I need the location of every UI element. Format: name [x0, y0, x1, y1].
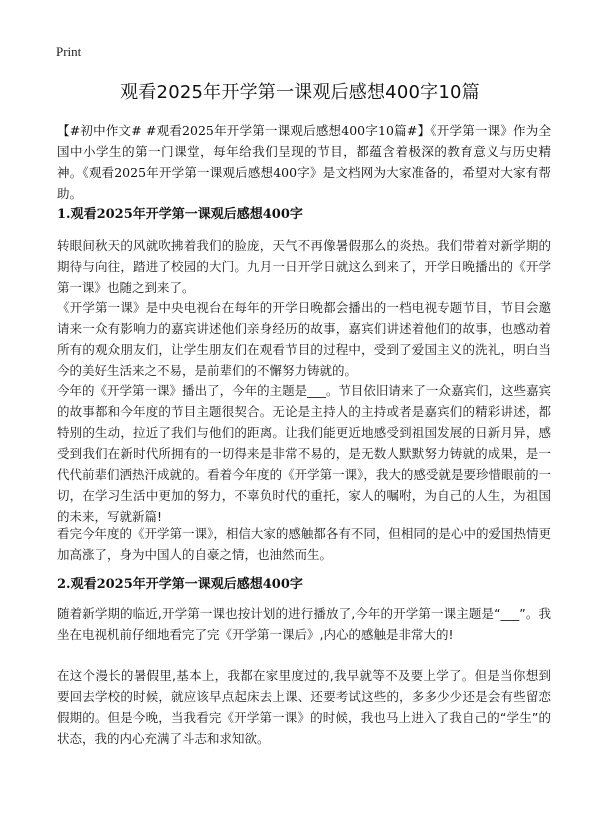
section-2-paragraph-2: 在这个漫长的暑假里,基本上，我都在家里度过的,我早就等不及要上学了。但是当你想到要回去学校的时候，就应该早点起床去上课、还要考试这些的，多多少少还是会有些留恋假期的。但是今晚，当我看完《开学第一课》的时候，我也马上进入了我自己的“学生”的状态，我的内心充满了斗志和求知欲。 — [57, 668, 551, 746]
section-1-paragraph-2: 《开学第一课》是中央电视台在每年的开学日晚都会播出的一档电视专题节目，节目会邀请来一众有影响力的嘉宾讲述他们亲身经历的故事，嘉宾们讲述着他们的故事，也感动着所有的观众朋友们，让学生朋友们在观看节目的过程中，受到了爱国主义的洗礼，明白当今的美好生活来之不易，是前辈们的不懈努力铸就的。 — [57, 300, 551, 378]
section-1-paragraph-4: 看完今年度的《开学第一课》，相信大家的感触都各有不同，但相同的是心中的爱国热情更加高涨了，身为中国人的自豪之情，也油然而生。 — [57, 526, 551, 562]
section-heading-2: 2.观看2025年开学第一课观后感想400字 — [57, 577, 303, 592]
section-heading-1: 1.观看2025年开学第一课观后感想400字 — [57, 207, 303, 222]
section-1-paragraph-3: 今年的《开学第一课》播出了，今年的主题是___。节目依旧请来了一众嘉宾们，这些嘉宾的故事都和今年度的节目主题很契合。无论是主持人的主持或者是嘉宾们的精彩讲述，都特别的生动，拉近了我们与他们的距离。让我们能更近地感受到祖国发展的日新月异，感受到我们在新时代所拥有的一切得来是非常不易的，是无数人默默努力铸就的成果，是一代代前辈们洒热汗成就的。看着今年度的《开学第一课》，我大的感受就是要珍惜眼前的一切，在学习生活中更加的努力，不辜负时代的重托，家人的嘱咐，为自己的人生，为祖国的未来，写就新篇! — [57, 383, 551, 524]
intro-paragraph: 【#初中作文# #观看2025年开学第一课观后感想400字10篇#】《开学第一课》作为全国中小学生的第一门课堂，每年给我们呈现的节目，都蕴含着极深的教育意义与历史精神。《观看2025年开学第一课观后感想400字》是文档网为大家准备的，希望对大家有帮助。 — [57, 123, 551, 201]
print-link[interactable]: Print — [56, 44, 82, 59]
section-1-paragraph-1: 转眼间秋天的风就吹拂着我们的脸庞，天气不再像暑假那么的炎热。我们带着对新学期的期待与向往，踏进了校园的大门。九月一日开学日就这么到来了，开学日晚播出的《开学第一课》也随之到来了。 — [57, 238, 551, 295]
page-title: 观看2025年开学第一课观后感想400字10篇 — [120, 82, 480, 103]
section-2-paragraph-1: 随着新学期的临近,开学第一课也按计划的进行播放了,今年的开学第一课主题是“___”。我坐在电视机前仔细地看完了完《开学第一课后》,内心的感触是非常大的! — [57, 606, 551, 642]
